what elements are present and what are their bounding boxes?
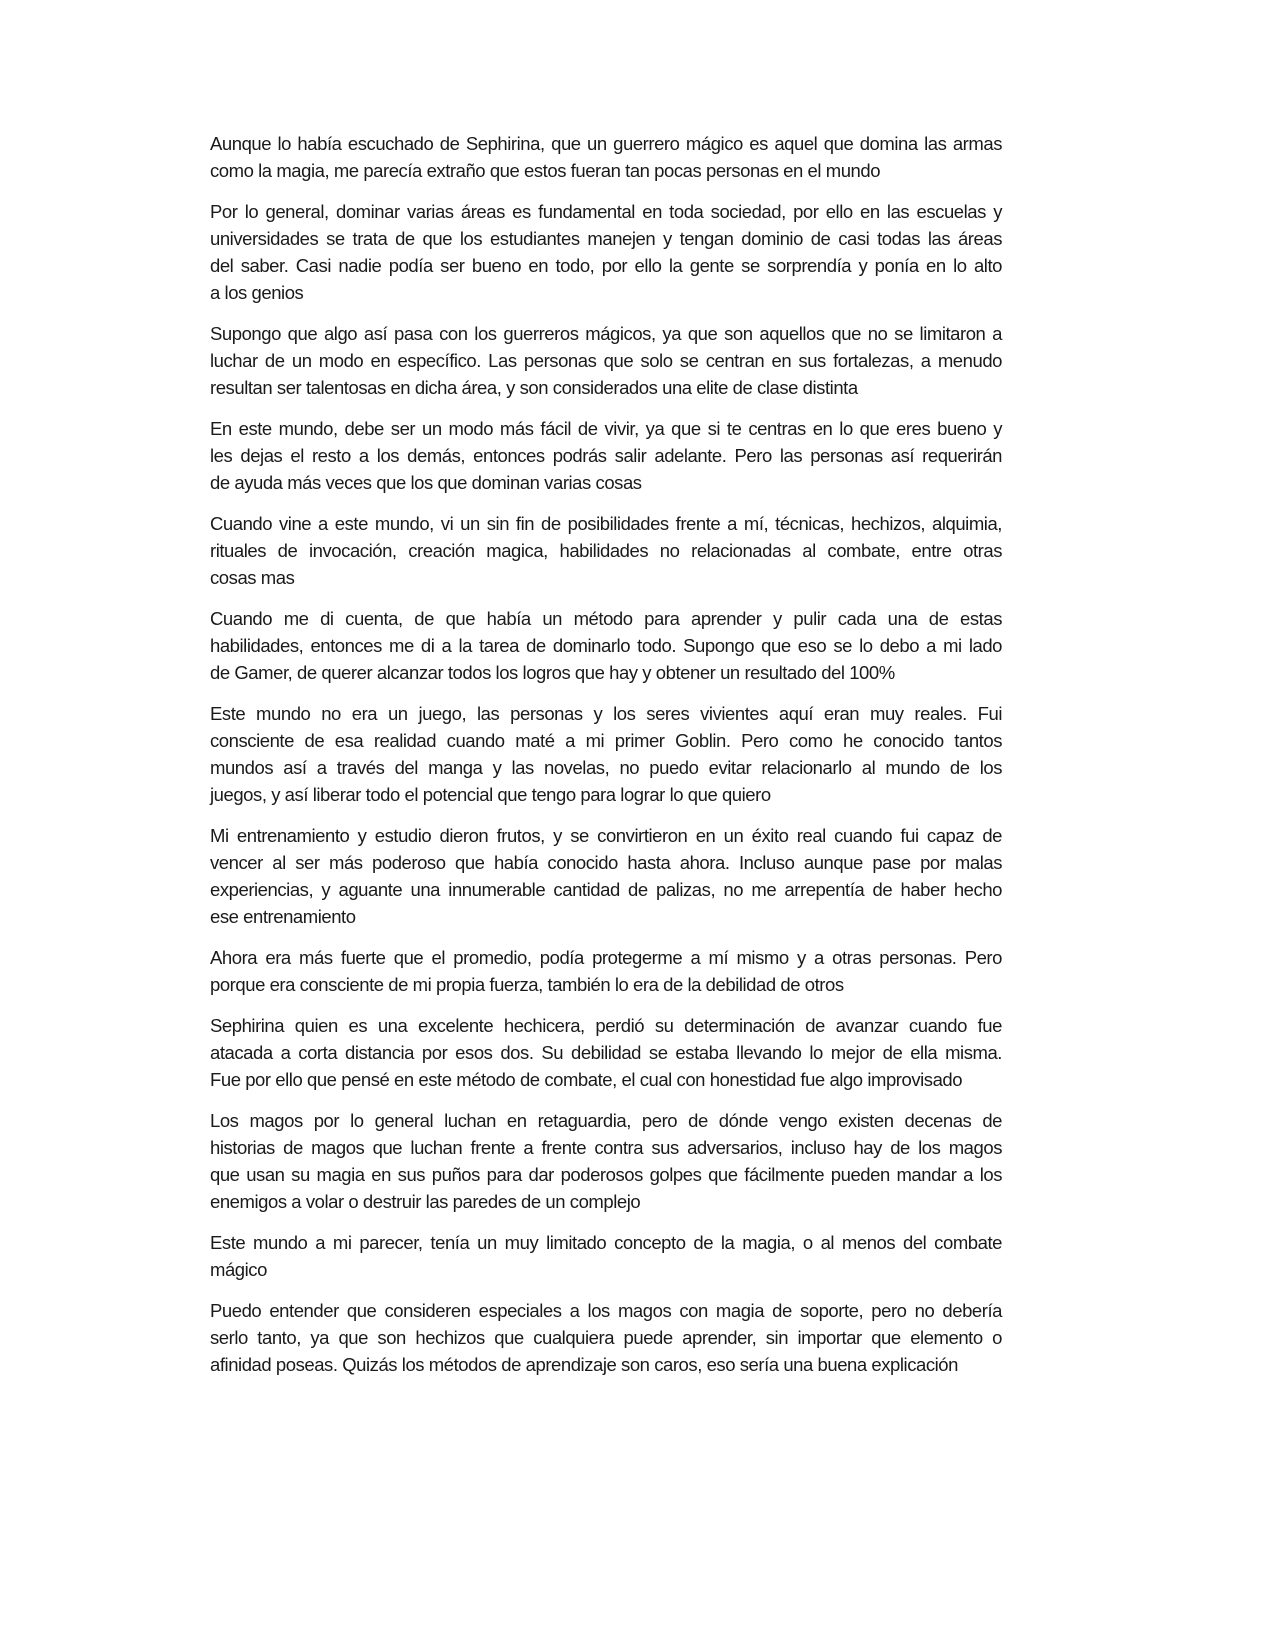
text-line: porque era consciente de mi propia fuerza, también lo era de la debilidad de otros bbox=[210, 974, 844, 995]
text-line: Este mundo no era un juego, las personas y los seres vivientes aquí eran muy reales. Fui bbox=[210, 703, 1002, 724]
text-line: juegos, y así liberar todo el potencial que tengo para lograr lo que quiero bbox=[210, 784, 771, 805]
text-line: resultan ser talentosas en dicha área, y son considerados una elite de clase distinta bbox=[210, 377, 858, 398]
text-line: Este mundo a mi parecer, tenía un muy limitado concepto de la magia, o al menos del combate bbox=[210, 1232, 1002, 1253]
document-page bbox=[210, 130, 1002, 1392]
text-line: que usan su magia en sus puños para dar poderosos golpes que fácilmente pueden mandar a los bbox=[210, 1164, 1002, 1185]
text-line: experiencias, y aguante una innumerable cantidad de palizas, no me arrepentía de haber hecho bbox=[210, 879, 1002, 900]
text-line: Cuando vine a este mundo, vi un sin fin de posibilidades frente a mí, técnicas, hechizos, alquimia, bbox=[210, 513, 1002, 534]
text-line: del saber. Casi nadie podía ser bueno en todo, por ello la gente se sorprendía y ponía en lo alto bbox=[210, 255, 1002, 276]
paragraph-3 bbox=[210, 320, 1002, 401]
paragraph-13 bbox=[210, 1297, 1002, 1378]
text-line: Los magos por lo general luchan en retaguardia, pero de dónde vengo existen decenas de bbox=[210, 1110, 1002, 1131]
paragraph-1 bbox=[210, 130, 1002, 184]
text-line: rituales de invocación, creación magica, habilidades no relacionadas al combate, entre otras bbox=[210, 540, 1002, 561]
text-line: Por lo general, dominar varias áreas es fundamental en toda sociedad, por ello en las escuelas y bbox=[210, 201, 1002, 222]
text-line: cosas mas bbox=[210, 567, 295, 588]
text-line: Puedo entender que consideren especiales a los magos con magia de soporte, pero no debería bbox=[210, 1300, 1002, 1321]
text-line: Aunque lo había escuchado de Sephirina, que un guerrero mágico es aquel que domina las armas bbox=[210, 133, 1002, 154]
text-line: historias de magos que luchan frente a frente contra sus adversarios, incluso hay de los magos bbox=[210, 1137, 1002, 1158]
text-line: a los genios bbox=[210, 282, 304, 303]
text-line: les dejas el resto a los demás, entonces podrás salir adelante. Pero las personas así requerirán bbox=[210, 445, 1002, 466]
text-line: Fue por ello que pensé en este método de combate, el cual con honestidad fue algo improvisado bbox=[210, 1069, 963, 1090]
text-line: de Gamer, de querer alcanzar todos los logros que hay y obtener un resultado del 100% bbox=[210, 662, 895, 683]
text-line: Sephirina quien es una excelente hechicera, perdió su determinación de avanzar cuando fue bbox=[210, 1015, 1002, 1036]
paragraph-10 bbox=[210, 1012, 1002, 1093]
paragraph-11 bbox=[210, 1107, 1002, 1215]
paragraph-4 bbox=[210, 415, 1002, 496]
text-line: Supongo que algo así pasa con los guerreros mágicos, ya que son aquellos que no se limitaron a bbox=[210, 323, 1002, 344]
text-line: habilidades, entonces me di a la tarea de dominarlo todo. Supongo que eso se lo debo a mi lado bbox=[210, 635, 1002, 656]
text-line: mágico bbox=[210, 1259, 267, 1280]
text-line: universidades se trata de que los estudiantes manejen y tengan dominio de casi todas las áreas bbox=[210, 228, 1002, 249]
text-line: luchar de un modo en específico. Las personas que solo se centran en sus fortalezas, a menudo bbox=[210, 350, 1002, 371]
paragraph-6 bbox=[210, 605, 1002, 686]
text-line: afinidad poseas. Quizás los métodos de aprendizaje son caros, eso sería una buena explicación bbox=[210, 1354, 958, 1375]
paragraph-8 bbox=[210, 822, 1002, 930]
text-line: Mi entrenamiento y estudio dieron frutos, y se convirtieron en un éxito real cuando fui capaz de bbox=[210, 825, 1002, 846]
text-line: enemigos a volar o destruir las paredes de un complejo bbox=[210, 1191, 641, 1212]
text-line: vencer al ser más poderoso que había conocido hasta ahora. Incluso aunque pase por malas bbox=[210, 852, 1002, 873]
text-line: mundos así a través del manga y las novelas, no puedo evitar relacionarlo al mundo de los bbox=[210, 757, 1002, 778]
text-line: serlo tanto, ya que son hechizos que cualquiera puede aprender, sin importar que elemento o bbox=[210, 1327, 1002, 1348]
text-line: atacada a corta distancia por esos dos. Su debilidad se estaba llevando lo mejor de ella misma. bbox=[210, 1042, 1002, 1063]
text-line: Cuando me di cuenta, de que había un método para aprender y pulir cada una de estas bbox=[210, 608, 1002, 629]
text-line: Ahora era más fuerte que el promedio, podía protegerme a mí mismo y a otras personas. Pero bbox=[210, 947, 1002, 968]
text-line: de ayuda más veces que los que dominan varias cosas bbox=[210, 472, 642, 493]
text-line: ese entrenamiento bbox=[210, 906, 356, 927]
text-line: En este mundo, debe ser un modo más fácil de vivir, ya que si te centras en lo que eres bueno y bbox=[210, 418, 1002, 439]
text-line: como la magia, me parecía extraño que estos fueran tan pocas personas en el mundo bbox=[210, 160, 881, 181]
paragraph-2 bbox=[210, 198, 1002, 306]
paragraph-9 bbox=[210, 944, 1002, 998]
paragraph-12 bbox=[210, 1229, 1002, 1283]
paragraph-5 bbox=[210, 510, 1002, 591]
paragraph-7 bbox=[210, 700, 1002, 808]
text-line: consciente de esa realidad cuando maté a mi primer Goblin. Pero como he conocido tantos bbox=[210, 730, 1002, 751]
